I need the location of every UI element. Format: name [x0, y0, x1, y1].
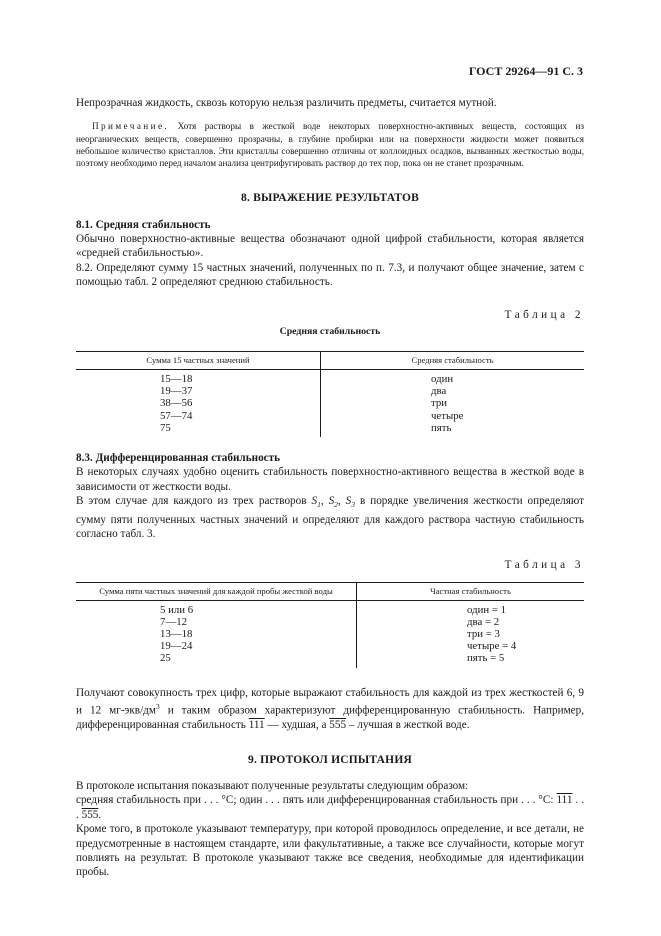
stability-number: 555	[81, 808, 99, 821]
s-subscript: 1	[317, 500, 321, 510]
note-text: Хотя растворы в жесткой воде некоторых поверхностно-активных веществ, состоящих из неорганических веществ, совершенно прозрачны, в глубине пробирки или на поверхности жидкости может появиться небольшое количество кристаллов. Эти кристаллы совершенно отличны от коллоидных осадков, вызванных жесткостью воды, поэтому необходимо перед началом анализа центрифугировать раствор до тех пор, пока он не станет прозрачным.	[76, 121, 584, 169]
table-3-col1-cell	[76, 600, 357, 668]
table-2-col1-cell	[76, 369, 321, 437]
table-3-label: Таблица 3	[504, 558, 584, 571]
subsection-8-3-heading	[76, 451, 584, 465]
table-2-stability-value: один	[431, 372, 454, 385]
table-3-stability-value: три = 3	[467, 627, 500, 640]
table-3-stability-value: четыре = 4	[467, 640, 517, 653]
stability-number-best: 555	[329, 719, 347, 732]
table-2-header-sum: Сумма 15 частных значений	[76, 352, 321, 370]
text-fragment: .	[98, 808, 102, 821]
table-2-sum-value: 38—56	[160, 397, 193, 410]
table-2-label: Таблица 2	[504, 308, 584, 321]
table-2-sum-value: 57—74	[160, 409, 193, 422]
note-lead: Примечание.	[92, 121, 170, 132]
s-subscript: 3	[351, 500, 356, 510]
table-3-col2-cell	[357, 600, 585, 668]
solution-s2	[328, 495, 338, 510]
text-fragment: – лучшая в жесткой воде.	[346, 719, 470, 732]
superscript: 3	[155, 701, 160, 711]
text-fragment: средняя стабильность при . . . °С; один . . . пять или дифференцированная стабильность при . . . °С:	[76, 794, 557, 807]
text-fragment: В этом случае для каждого из трех растворов	[76, 495, 312, 508]
stability-number: 111	[556, 794, 573, 807]
table-row	[76, 600, 584, 668]
table-2-stability-value: два	[431, 385, 447, 398]
table-2-stability-value: четыре	[431, 409, 464, 422]
section-9-title: 9. ПРОТОКОЛ ИСПЫТАНИЯ	[248, 753, 412, 766]
subsection-8-1-text: Обычно поверхностно-активные вещества обозначают одной цифрой стабильности, которая является «средней стабильностью».	[76, 233, 584, 260]
table-3-stability-value: один = 1	[467, 603, 507, 616]
text-fragment: Получают совокупность трех цифр, которые выражают стабильность для каждой из трех жесткостей 6, 9 и 12 мг-экв/дм	[76, 686, 584, 717]
subsection-8-3-text-2: В этом случае для каждого из трех растворов $S_1$, $S_2$, $S_3$ в порядке увеличения жесткости определяют сумму пяти полученных частных значений и определяют для каждого раствора частную стабильность согласно табл. 3.	[76, 495, 584, 541]
text-fragment: — худшая, а	[264, 719, 330, 732]
table-3-stability-value: два = 2	[467, 615, 500, 628]
table-3-sum-value: 25	[160, 652, 171, 665]
subsection-8-3-text-1: В некоторых случаях удобно оценить стабильность поверхностно-активного вещества в жесткой воде в зависимости от жесткости воды.	[76, 466, 584, 493]
table-2-stability-value: пять	[431, 421, 452, 434]
subsection-8-1-label: 8.1. Средняя стабильность	[76, 218, 211, 231]
table-3	[76, 582, 584, 668]
text-fragment: в порядке увеличения жесткости определяют сумму пяти полученных частных значений и определяют для каждого раствора частную стабильность согласно табл. 3.	[76, 495, 584, 541]
table-2-stability-value: три	[431, 397, 448, 410]
page-header: ГОСТ 29264—91 С. 3	[468, 64, 583, 78]
solution-s1	[311, 495, 321, 510]
solution-s3	[345, 495, 356, 510]
table-3-header-stability: Частная стабильность	[357, 583, 585, 601]
section-9-paragraph-3: Кроме того, в протоколе указывают температуру, при которой проводилось определение, и все детали, не предусмотренные в настоящем стандарте, или факультативные, а также все случайности, которые могут повлиять на результат. В протоколе указывают также все сведения, необходимые для идентификации пробы.	[76, 823, 584, 879]
document-body	[76, 96, 584, 880]
table-3-sum-value: 13—18	[160, 627, 193, 640]
text-fragment: и таким образом характеризуют дифференцированную стабильность. Например, дифференцированная стабильность	[76, 704, 584, 732]
table-2-sum-value: 15—18	[160, 372, 193, 385]
intro-paragraph: Непрозрачная жидкость, сквозь которую нельзя различить предметы, считается мутной.	[76, 97, 497, 109]
table-row	[76, 369, 584, 437]
table-3-header-sum: Сумма пяти частных значений для каждой пробы жесткой воды	[76, 583, 357, 601]
subsection-8-1-heading	[76, 218, 584, 232]
section-9-paragraph-2	[76, 793, 584, 822]
table-3-sum-value: 19—24	[160, 640, 193, 653]
section-9-paragraph-1: В протоколе испытания показывают полученные результаты следующим образом:	[76, 779, 469, 792]
subsection-8-3-label: 8.3. Дифференцированная стабильность	[76, 451, 281, 464]
section-8-title: 8. ВЫРАЖЕНИЕ РЕЗУЛЬТАТОВ	[241, 192, 419, 205]
s-subscript: 2	[334, 500, 338, 510]
table-3-sum-value: 7—12	[160, 615, 187, 628]
s-letter: S	[345, 495, 352, 508]
table-3-stability-value: пять = 5	[467, 652, 505, 665]
stability-number-worst: 111	[248, 719, 265, 732]
table-2	[76, 351, 584, 437]
text-fragment: . . .	[76, 794, 585, 821]
table-2-caption: Средняя стабильность	[279, 326, 381, 338]
table-2-sum-value: 19—37	[160, 385, 193, 398]
s-letter: S	[328, 495, 335, 508]
differentiated-stability-paragraph	[76, 686, 584, 733]
table-3-sum-value: 5 или 6	[160, 603, 194, 616]
note	[76, 120, 584, 169]
s-letter: S	[311, 495, 318, 508]
table-2-col2-cell	[321, 369, 585, 437]
subsection-8-2-text: 8.2. Определяют сумму 15 частных значений, полученных по п. 7.3, и получают общее значение, затем с помощью табл. 2 определяют среднюю стабильность.	[76, 261, 584, 289]
table-2-sum-value: 75	[160, 421, 171, 434]
table-2-header-stability: Средняя стабильность	[321, 352, 585, 370]
